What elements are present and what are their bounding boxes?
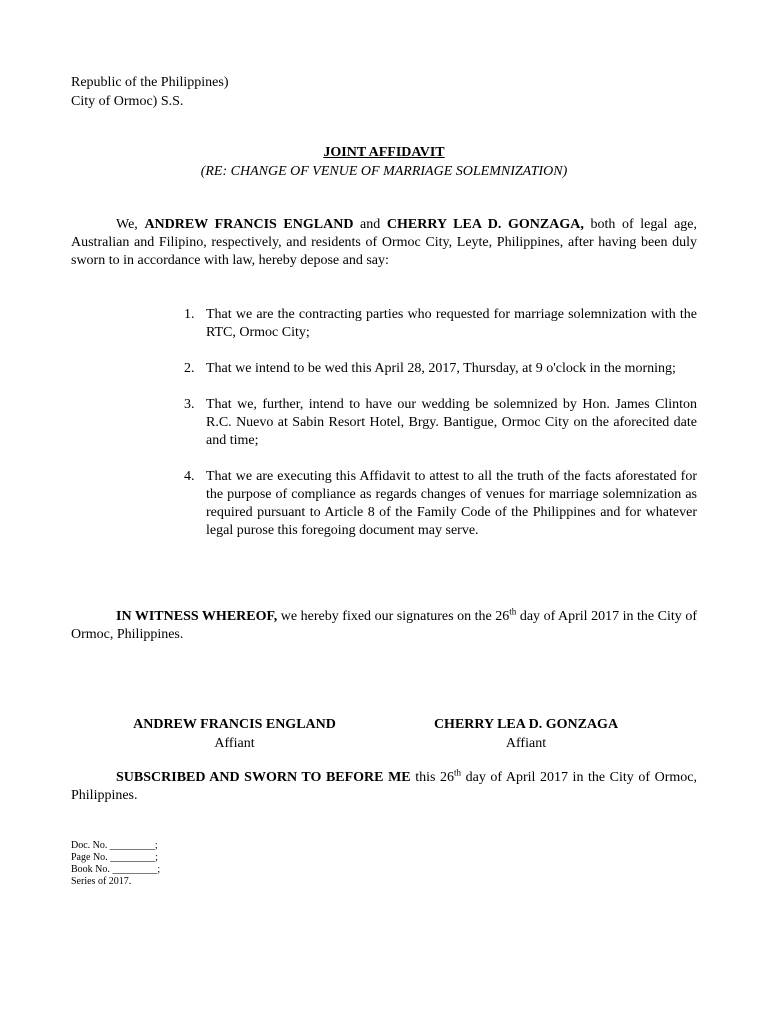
jurat-paragraph (71, 769, 697, 805)
affiant-name-2: CHERRY LEA D. GONZAGA, (386, 217, 584, 232)
book-no: Book No. _________; (71, 864, 161, 875)
signatory-role: Affiant (214, 736, 255, 751)
venue-block (71, 73, 228, 111)
jurat-ordinal: th (454, 767, 462, 778)
signature-block-2 (412, 715, 640, 753)
document-title: JOINT AFFIDAVIT (323, 145, 445, 160)
series: Series of 2017. (71, 876, 132, 887)
list-item-text: That we, further, intend to have our wedding be solemnized by Hon. James Clinton R.C. Nuevo at Sabin Resort Hotel, Brgy. Bantigue, Ormoc City on the aforecited date and time; (206, 397, 697, 448)
list-item (180, 306, 697, 342)
list-item-text: That we are executing this Affidavit to attest to all the truth of the facts aforestated for the purpose of compliance as regards changes of venues for marriage solemnization as required pursuant to Article 8 of the Family Code of the Philippines and for whatever legal purose this foregoing document may serve. (206, 469, 697, 538)
affiant-name-1: ANDREW FRANCIS ENGLAND (144, 217, 354, 232)
list-item (180, 396, 697, 450)
jurat-text-2: day of April 2017 in the City of Ormoc, Philippines. (71, 770, 697, 803)
list-item-number: 4. (184, 469, 195, 484)
deposition-list (180, 306, 697, 558)
list-item (180, 360, 697, 378)
witness-lead: IN WITNESS WHEREOF, (116, 609, 278, 624)
doc-no: Doc. No. _________; (71, 840, 158, 851)
jurat-text-1: this 26 (410, 770, 455, 785)
signatory-name: CHERRY LEA D. GONZAGA (433, 717, 619, 732)
witness-ordinal: th (509, 606, 517, 617)
witness-text-2: day of April 2017 in the City of Ormoc, Philippines. (71, 609, 697, 642)
list-item-number: 3. (184, 397, 195, 412)
venue-line-republic: Republic of the Philippines) (71, 75, 229, 90)
list-item-number: 2. (184, 361, 195, 376)
list-item-text: That we are the contracting parties who requested for marriage solemnization with the RTC, Ormoc City; (206, 307, 697, 340)
witness-text-1: we hereby fixed our signatures on the 26 (277, 609, 510, 624)
notarial-register (71, 840, 160, 888)
list-item (180, 468, 697, 540)
intro-paragraph (71, 216, 697, 270)
signatory-name: ANDREW FRANCIS ENGLAND (133, 717, 336, 732)
document-subtitle: (RE: CHANGE OF VENUE OF MARRIAGE SOLEMNIZATION) (200, 164, 568, 179)
intro-we: We, (116, 217, 145, 232)
intro-and: and (353, 217, 387, 232)
page-no: Page No. _________; (71, 852, 158, 863)
list-item-text: That we intend to be wed this April 28, 2017, Thursday, at 9 o'clock in the morning; (206, 361, 676, 376)
signature-block-1 (102, 715, 367, 753)
witness-paragraph (71, 608, 697, 644)
jurat-lead: SUBSCRIBED AND SWORN TO BEFORE ME (116, 770, 411, 785)
list-item-number: 1. (184, 307, 195, 322)
signatory-role: Affiant (505, 736, 547, 751)
intro-rest: both of legal age, Australian and Filipino, respectively, and residents of Ormoc City, Leyte, Philippines, after having been duly sworn to in accordance with law, hereby depose and say: (71, 217, 698, 268)
venue-line-city: City of Ormoc) S.S. (71, 94, 184, 109)
